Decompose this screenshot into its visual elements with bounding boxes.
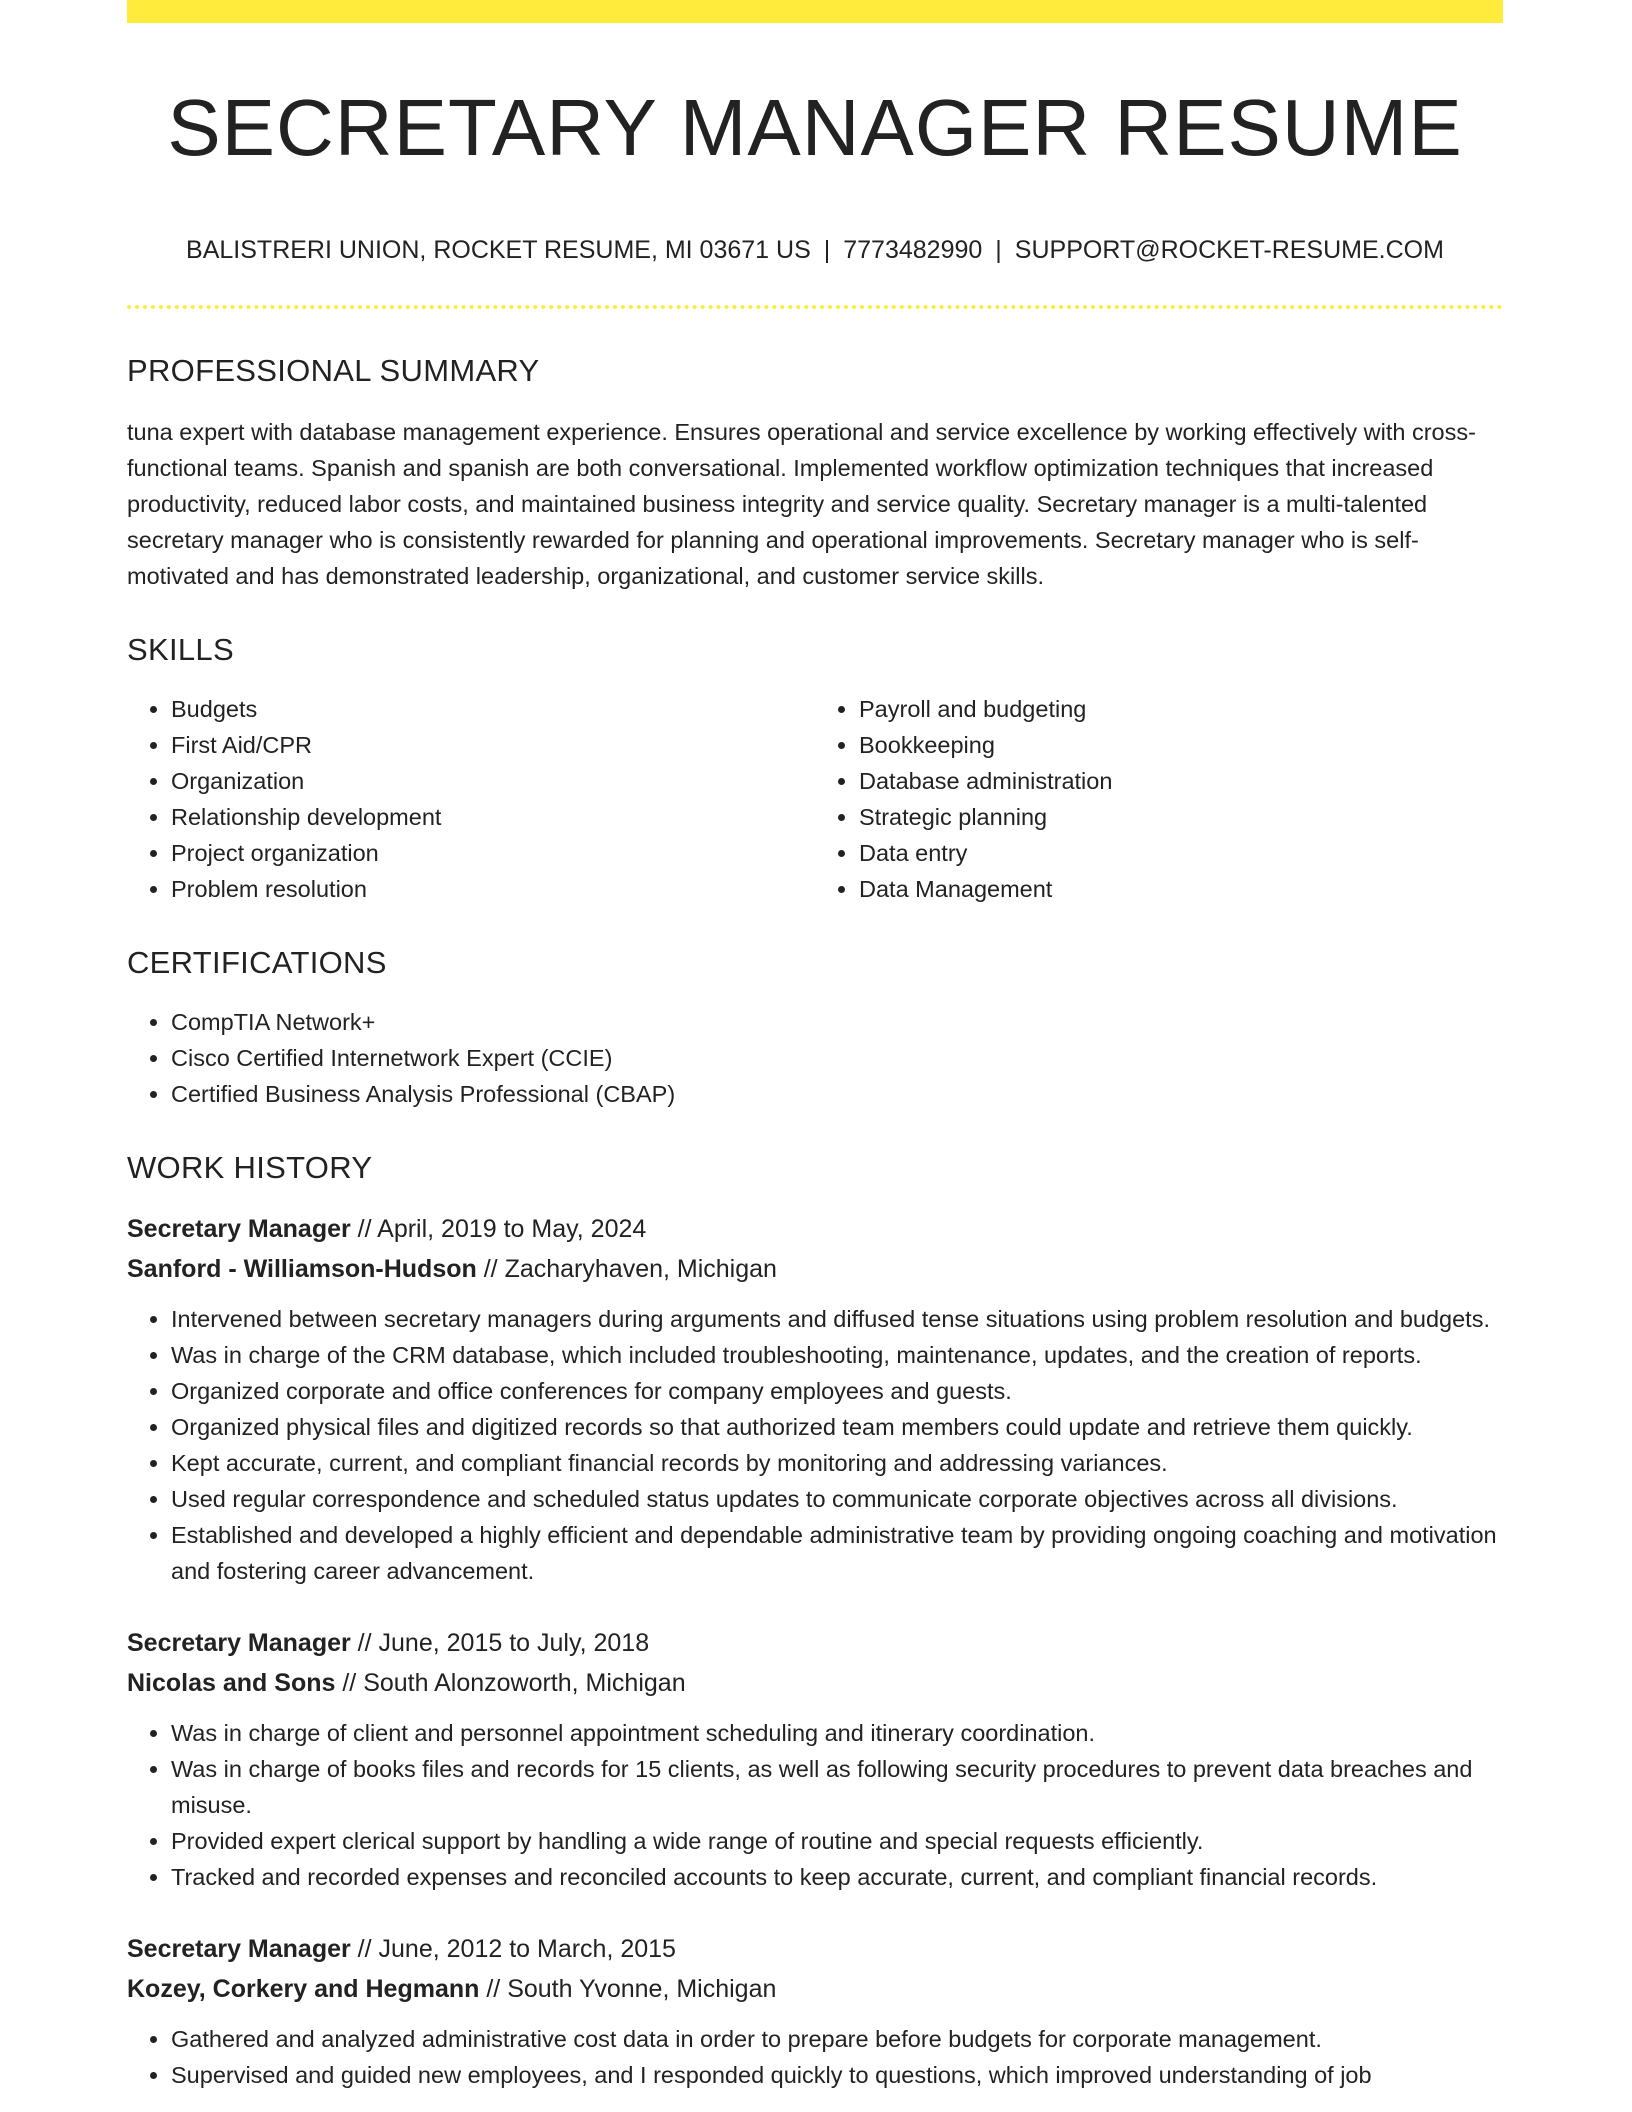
job-bullet: • Was in charge of books files and records for 15 clients, as well as following security procedures to prevent data breaches and misuse. [171,1751,1503,1823]
certification-item: • Cisco Certified Internetwork Expert (CCIE) [171,1040,1503,1076]
job-location: South Alonzoworth, Michigan [363,1669,686,1697]
skill-item: • First Aid/CPR [171,727,815,763]
job-bullet: • Used regular correspondence and scheduled status updates to communicate corporate objectives across all divisions. [171,1481,1503,1517]
job-company: Kozey, Corkery and Hegmann [127,1975,480,2003]
job-bullet: • Organized physical files and digitized records so that authorized team members could update and retrieve them quickly. [171,1409,1503,1445]
contact-address: BALISTRERI UNION, ROCKET RESUME, MI 03671 US [186,236,811,264]
skills-list-left [127,691,815,907]
summary-heading: PROFESSIONAL SUMMARY [127,353,540,388]
skills-list-right [815,691,1503,907]
job-location: South Yvonne, Michigan [507,1975,777,2003]
skill-item: • Database administration [859,763,1503,799]
job-company: Nicolas and Sons [127,1669,336,1697]
resume-content [127,0,1503,2093]
contact-email: SUPPORT@ROCKET-RESUME.COM [1014,236,1444,264]
skills-columns [127,691,1503,907]
job-bullet: • Supervised and guided new employees, and I responded quickly to questions, which improved understanding of job [171,2057,1503,2093]
skill-item: • Organization [171,763,815,799]
header-divider [127,305,1503,309]
skill-item: • Data Management [859,871,1503,907]
skill-item: • Data entry [859,835,1503,871]
job-location: Zacharyhaven, Michigan [504,1255,777,1283]
job-dates: June, 2015 to July, 2018 [378,1629,650,1657]
job-title: Secretary Manager [127,1629,351,1657]
summary-text: tuna expert with database management experience. Ensures operational and service excellence by working effectively with cross-functional teams. Spanish and spanish are both conversational. Implemented workflow optimization techniques that increased productivity, reduced labor costs, and maintained business integrity and service quality. Secretary manager is a multi-talented secretary manager who is consistently rewarded for planning and operational improvements. Secretary manager who is self-motivated and has demonstrated leadership, organizational, and customer service skills. [127,419,1476,589]
skill-item: • Relationship development [171,799,815,835]
job-title: Secretary Manager [127,1215,351,1243]
contact-separator: | [823,236,831,264]
job-bullet: • Was in charge of the CRM database, which included troubleshooting, maintenance, updates, and the creation of reports. [171,1337,1503,1373]
skill-item: • Project organization [171,835,815,871]
skill-item: • Bookkeeping [859,727,1503,763]
job-bullet: • Was in charge of client and personnel appointment scheduling and itinerary coordination. [171,1715,1503,1751]
job-bullet: • Intervened between secretary managers during arguments and diffused tense situations using problem resolution and budgets. [171,1301,1503,1337]
job-bullet: • Gathered and analyzed administrative cost data in order to prepare before budgets for corporate management. [171,2021,1503,2057]
job-bullets [127,1715,1503,1895]
job-bullet: • Provided expert clerical support by handling a wide range of routine and special requests efficiently. [171,1823,1503,1859]
resume-title: SECRETARY MANAGER RESUME [167,83,1463,172]
job-bullet: • Tracked and recorded expenses and reconciled accounts to keep accurate, current, and compliant financial records. [171,1859,1503,1895]
job-separator: // [350,1215,378,1243]
job-entry [127,1929,1503,2093]
header-accent-bar [127,0,1503,23]
certification-item: • CompTIA Network+ [171,1004,1503,1040]
job-separator: // [335,1669,364,1697]
job-separator: // [476,1255,505,1283]
job-dates: June, 2012 to March, 2015 [378,1935,676,1963]
skill-item: • Problem resolution [171,871,815,907]
skill-item: • Budgets [171,691,815,727]
skill-item: • Strategic planning [859,799,1503,835]
job-bullet: • Kept accurate, current, and compliant financial records by monitoring and addressing variances. [171,1445,1503,1481]
contact-line [127,238,1503,263]
work-history-heading: WORK HISTORY [127,1150,373,1185]
job-title-line [127,1929,1503,1969]
certification-item: • Certified Business Analysis Professional (CBAP) [171,1076,1503,1112]
job-company-line [127,1663,1503,1703]
certifications-list [127,1004,1503,1112]
job-separator: // [350,1629,379,1657]
job-entry [127,1209,1503,1589]
certifications-heading: CERTIFICATIONS [127,945,387,980]
job-title-line [127,1209,1503,1249]
job-separator: // [479,1975,508,2003]
job-dates: April, 2019 to May, 2024 [377,1215,647,1243]
contact-phone: 7773482990 [843,236,983,264]
job-company-line [127,1969,1503,2009]
job-separator: // [350,1935,379,1963]
contact-separator: | [995,236,1002,264]
skill-item: • Payroll and budgeting [859,691,1503,727]
job-bullet: • Organized corporate and office conferences for company employees and guests. [171,1373,1503,1409]
job-title: Secretary Manager [127,1935,351,1963]
job-company-line [127,1249,1503,1289]
job-company: Sanford - Williamson-Hudson [127,1255,477,1283]
job-bullet: • Established and developed a highly efficient and dependable administrative team by providing ongoing coaching and motivation and fostering career advancement. [171,1517,1503,1589]
skills-heading: SKILLS [127,632,234,667]
job-entry [127,1623,1503,1895]
job-bullets [127,1301,1503,1589]
job-title-line [127,1623,1503,1663]
job-bullets [127,2021,1503,2093]
